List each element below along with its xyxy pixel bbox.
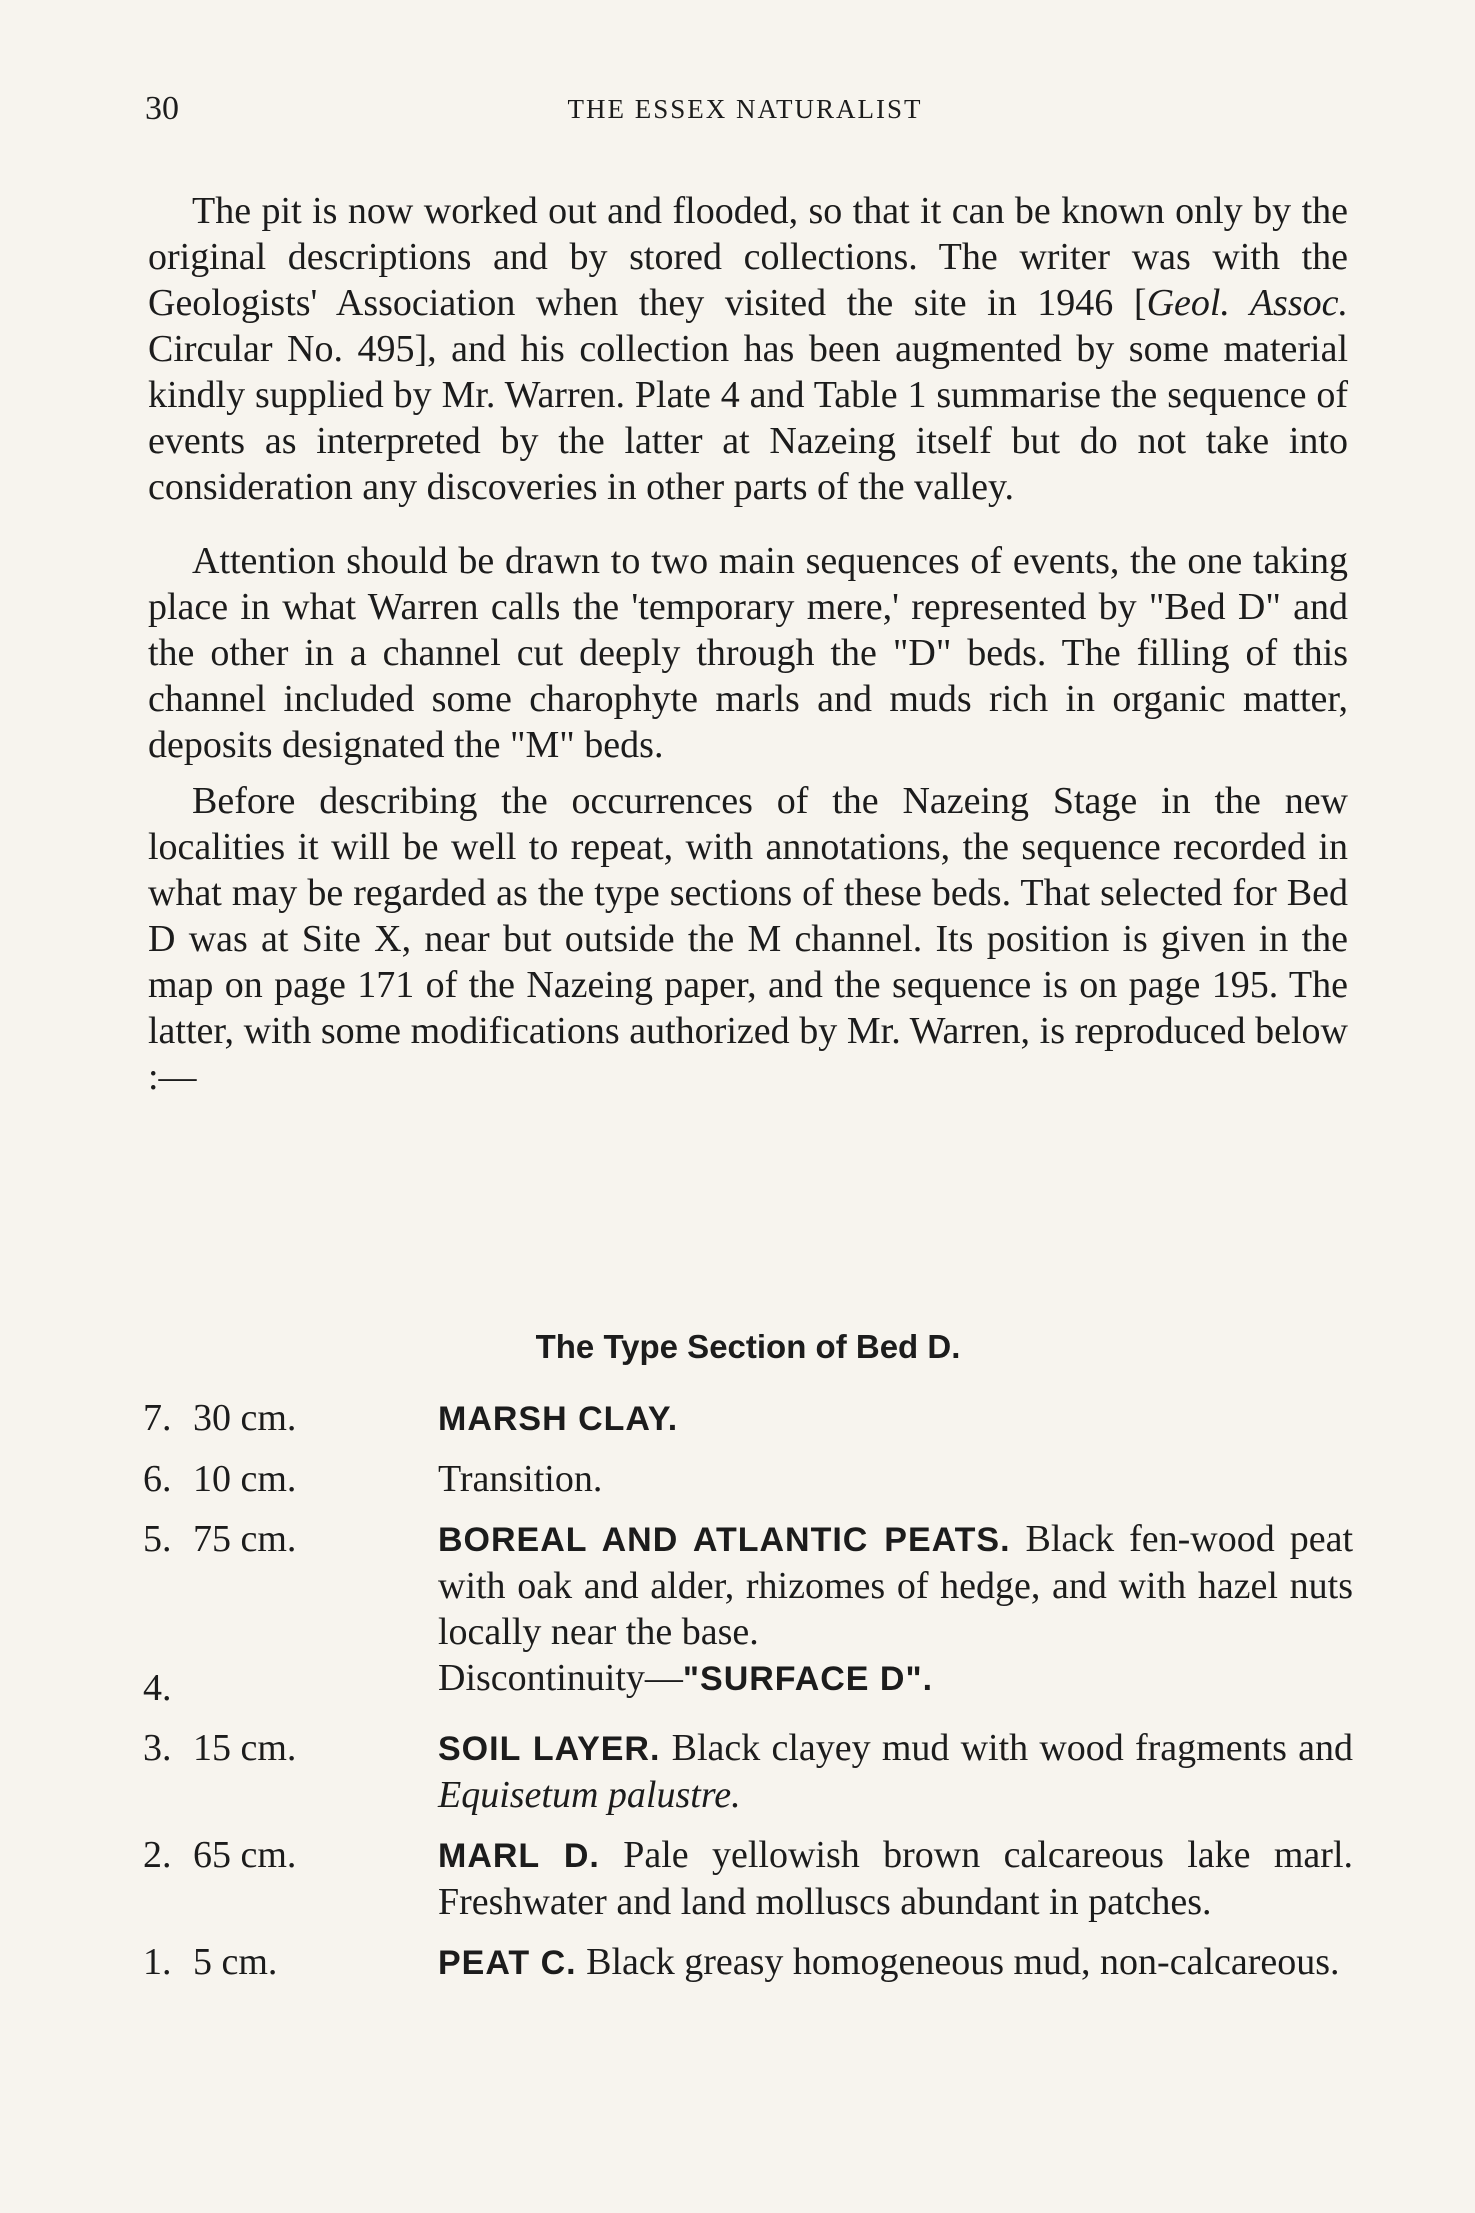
- species-name: Equisetum palustre.: [438, 1774, 741, 1816]
- bed-description: [438, 1395, 1353, 1442]
- bed-thickness: 75 cm.: [193, 1518, 297, 1560]
- paragraph-1-start: The pit is now worked out and flooded, so that it can be known only by the original descriptions and by stored collections. The writer was with the Geologists' Association when they visited the site in 1946 [: [148, 190, 1348, 324]
- bed-row-2: [143, 1832, 1353, 1925]
- bed-number: 1.: [143, 1941, 172, 1983]
- bed-row-1: [143, 1939, 1353, 1986]
- section-title: The Type Section of Bed D.: [535, 1328, 961, 1365]
- bed-thickness: 10 cm.: [193, 1458, 297, 1500]
- bed-name: MARSH CLAY.: [438, 1400, 679, 1438]
- bed-sequence-list: [143, 1395, 1353, 2000]
- bed-thickness: [193, 1655, 438, 1711]
- bed-number: 5.: [143, 1518, 172, 1560]
- paragraph-2: Attention should be drawn to two main sequences of events, the one taking place in what Warren calls the 'temporary mere,' represented by "Bed D" and the other in a channel cut deeply through the "D" beds. The filling of this channel included some charophyte marls and muds rich in organic matter, deposits designated the "M" beds.: [148, 540, 1348, 766]
- bed-name: SOIL LAYER.: [438, 1730, 661, 1768]
- running-head: THE ESSEX NATURALIST: [567, 94, 923, 124]
- bed-text: Black greasy homogeneous mud, non-calcareous.: [576, 1941, 1340, 1983]
- bed-text: Black fen-wood peat with oak and alder, rhizomes of hedge, and with hazel nuts locally near the base.: [438, 1518, 1353, 1653]
- bed-row-4: [143, 1655, 1353, 1711]
- bed-number: 7.: [143, 1397, 172, 1439]
- bed-row-7: [143, 1395, 1353, 1442]
- bed-description: Transition.: [438, 1458, 603, 1500]
- bed-number: 3.: [143, 1727, 172, 1769]
- bed-row-6: [143, 1456, 1353, 1502]
- bed-number: 6.: [143, 1458, 172, 1500]
- bed-thickness: 30 cm.: [193, 1397, 297, 1439]
- bed-thickness: 15 cm.: [193, 1727, 297, 1769]
- paragraph-1: [148, 188, 1348, 510]
- bed-description: [438, 1516, 1353, 1655]
- bed-thickness: 65 cm.: [193, 1834, 297, 1876]
- bed-text: Discontinuity—: [438, 1657, 683, 1699]
- body-text: [148, 188, 1348, 1100]
- bed-number: 4.: [143, 1667, 172, 1709]
- bed-description: [438, 1939, 1353, 1986]
- paragraph-1-citation: Geol. Assoc.: [1146, 282, 1348, 324]
- bed-number: 2.: [143, 1834, 172, 1876]
- bed-name: "SURFACE D".: [682, 1660, 934, 1698]
- page-number: 30: [145, 90, 179, 127]
- bed-text: Pale yellowish brown calcareous lake marl. Freshwater and land molluscs abundant in patches.: [438, 1834, 1354, 1923]
- bed-row-5: [143, 1516, 1353, 1655]
- paragraph-3: Before describing the occurrences of the Nazeing Stage in the new localities it will be well to repeat, with annotations, the sequence recorded in what may be regarded as the type sections of these beds. That selected for Bed D was at Site X, near but outside the M channel. Its position is given in the map on page 171 of the Nazeing paper, and the sequence is on page 195. The latter, with some modifications authorized by Mr. Warren, is reproduced below :—: [148, 780, 1348, 1098]
- bed-description: [438, 1725, 1353, 1818]
- bed-name: BOREAL AND ATLANTIC PEATS.: [438, 1521, 1011, 1559]
- bed-row-3: [143, 1725, 1353, 1818]
- bed-name: PEAT C.: [438, 1944, 577, 1982]
- bed-thickness: 5 cm.: [193, 1941, 278, 1983]
- bed-name: MARL D.: [438, 1837, 600, 1875]
- page-header: [145, 90, 1345, 130]
- bed-description: [438, 1832, 1353, 1925]
- bed-text: Black clayey mud with wood fragments and: [660, 1727, 1353, 1769]
- bed-description: [438, 1655, 1353, 1711]
- paragraph-1-end: Circular No. 495], and his collection has been augmented by some material kindly supplied by Mr. Warren. Plate 4 and Table 1 summarise the sequence of events as interpreted by the latter at Nazeing itself but do not take into consideration any discoveries in other parts of the valley.: [148, 328, 1348, 508]
